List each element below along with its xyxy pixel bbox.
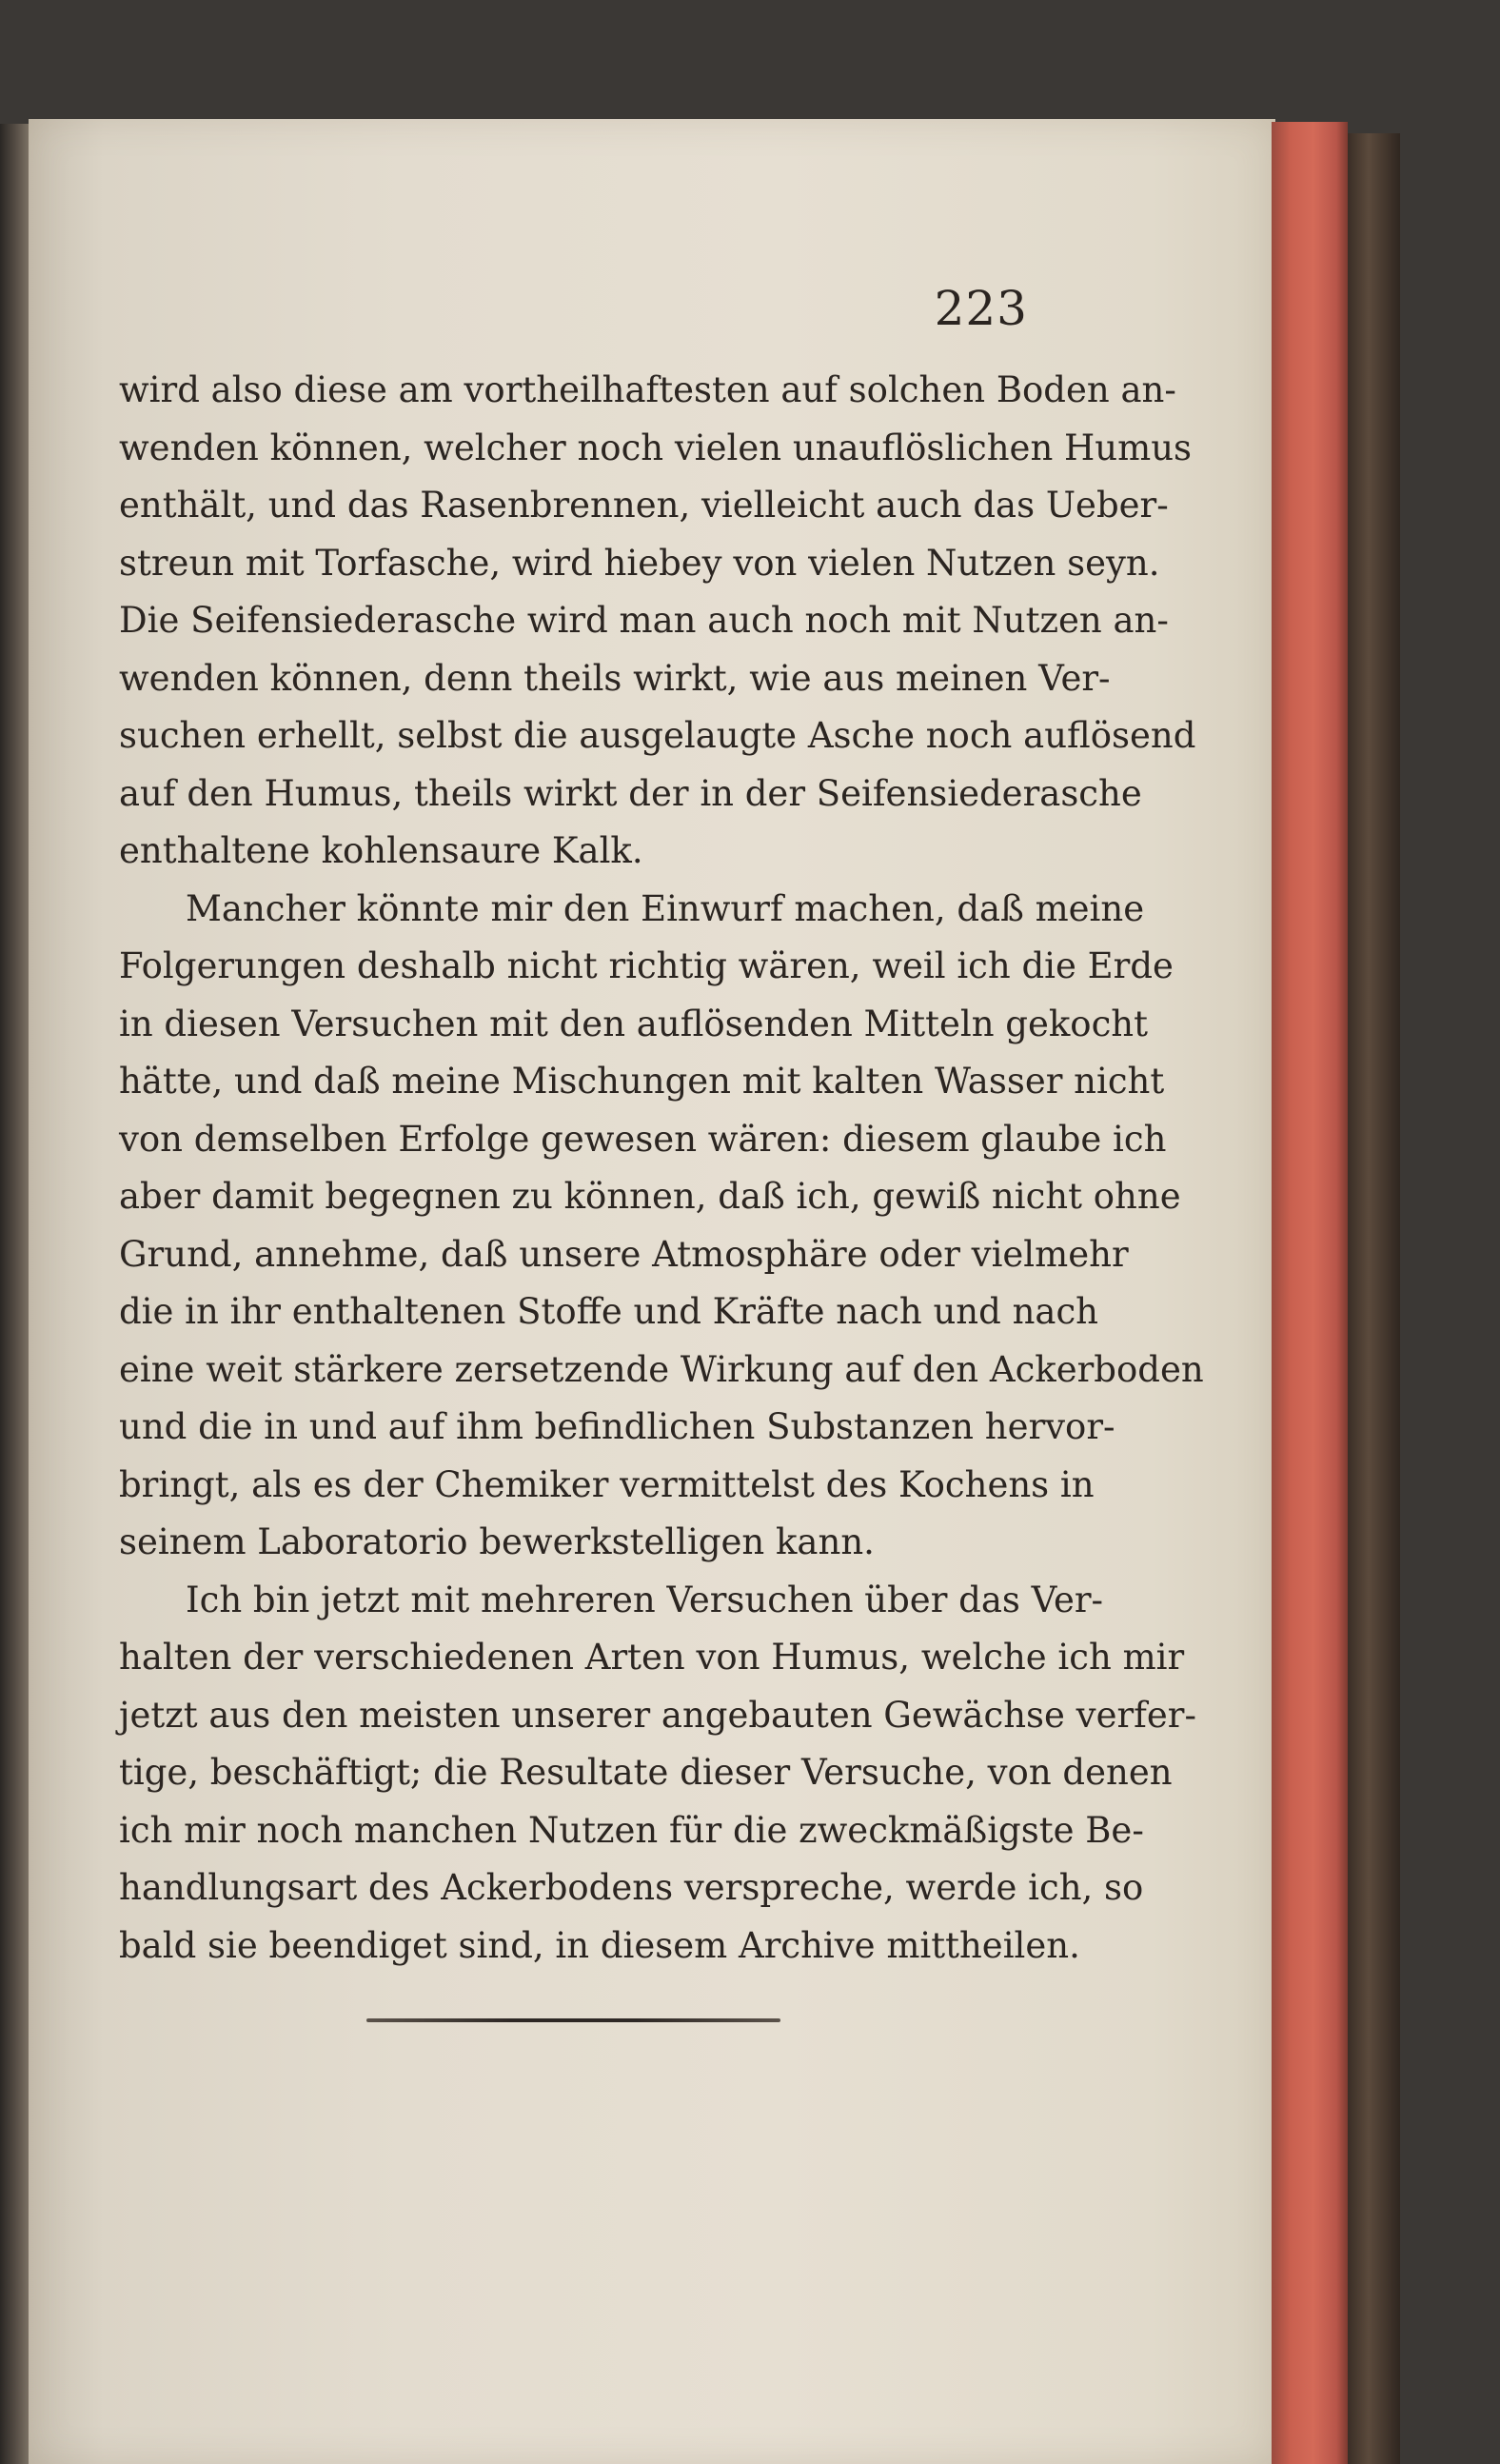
text-line: Grund, annehme, daß unsere Atmosphäre oder vielmehr xyxy=(119,1233,1129,1275)
adjacent-page-edge xyxy=(0,124,29,2464)
text-line: Die Seifensiederasche wird man auch noch mit Nutzen an- xyxy=(119,600,1169,641)
text-line: Mancher könnte mir den Einwurf machen, daß meine xyxy=(186,887,1145,929)
body-text xyxy=(119,362,1204,1975)
text-line: Folgerungen deshalb nicht richtig wären, weil ich die Erde xyxy=(119,945,1174,986)
text-line: aber damit begegnen zu können, daß ich, gewiß nicht ohne xyxy=(119,1176,1181,1217)
page-number: 223 xyxy=(934,281,1028,336)
text-line: bald sie beendiget sind, in diesem Archive mittheilen. xyxy=(119,1924,1080,1966)
closing-rule xyxy=(366,2018,780,2022)
text-line: die in ihr enthaltenen Stoffe und Kräfte nach und nach xyxy=(119,1291,1099,1332)
text-line: streun mit Torfasche, wird hiebey von vielen Nutzen seyn. xyxy=(119,542,1160,584)
text-line: wenden können, denn theils wirkt, wie aus meinen Ver- xyxy=(119,657,1111,699)
text-line: wird also diese am vortheilhaftesten auf solchen Boden an- xyxy=(119,369,1176,410)
book-cover-edge xyxy=(1348,133,1400,2464)
text-line: und die in und auf ihm befindlichen Substanzen hervor- xyxy=(119,1406,1115,1447)
text-line: wenden können, welcher noch vielen unauflöslichen Humus xyxy=(119,427,1193,468)
text-line: tige, beschäftigt; die Resultate dieser Versuche, von denen xyxy=(119,1752,1173,1793)
text-line: seinem Laboratorio bewerkstelligen kann. xyxy=(119,1521,875,1562)
text-line: enthält, und das Rasenbrennen, vielleicht auch das Ueber- xyxy=(119,485,1169,526)
text-line: ich mir noch manchen Nutzen für die zweckmäßigste Be- xyxy=(119,1809,1144,1851)
red-fore-edge xyxy=(1272,122,1348,2464)
text-line: eine weit stärkere zersetzende Wirkung auf den Ackerboden xyxy=(119,1348,1204,1390)
text-line: hätte, und daß meine Mischungen mit kalten Wasser nicht xyxy=(119,1061,1165,1102)
text-line: suchen erhellt, selbst die ausgelaugte Asche noch auflösend xyxy=(119,715,1196,756)
text-line: bringt, als es der Chemiker vermittelst des Kochens in xyxy=(119,1463,1095,1505)
text-line: handlungsart des Ackerbodens verspreche, werde ich, so xyxy=(119,1867,1144,1908)
text-line: jetzt aus den meisten unserer angebauten Gewächse verfer- xyxy=(119,1694,1196,1736)
text-line: von demselben Erfolge gewesen wären: diesem glaube ich xyxy=(119,1118,1167,1160)
text-line: auf den Humus, theils wirkt der in der Seifensiederasche xyxy=(119,772,1142,814)
text-line: in diesen Versuchen mit den auflösenden Mitteln gekocht xyxy=(119,1003,1149,1044)
text-line: enthaltene kohlensaure Kalk. xyxy=(119,830,643,871)
text-line: Ich bin jetzt mit mehreren Versuchen über das Ver- xyxy=(186,1579,1104,1620)
text-line: halten der verschiedenen Arten von Humus, welche ich mir xyxy=(119,1637,1185,1678)
